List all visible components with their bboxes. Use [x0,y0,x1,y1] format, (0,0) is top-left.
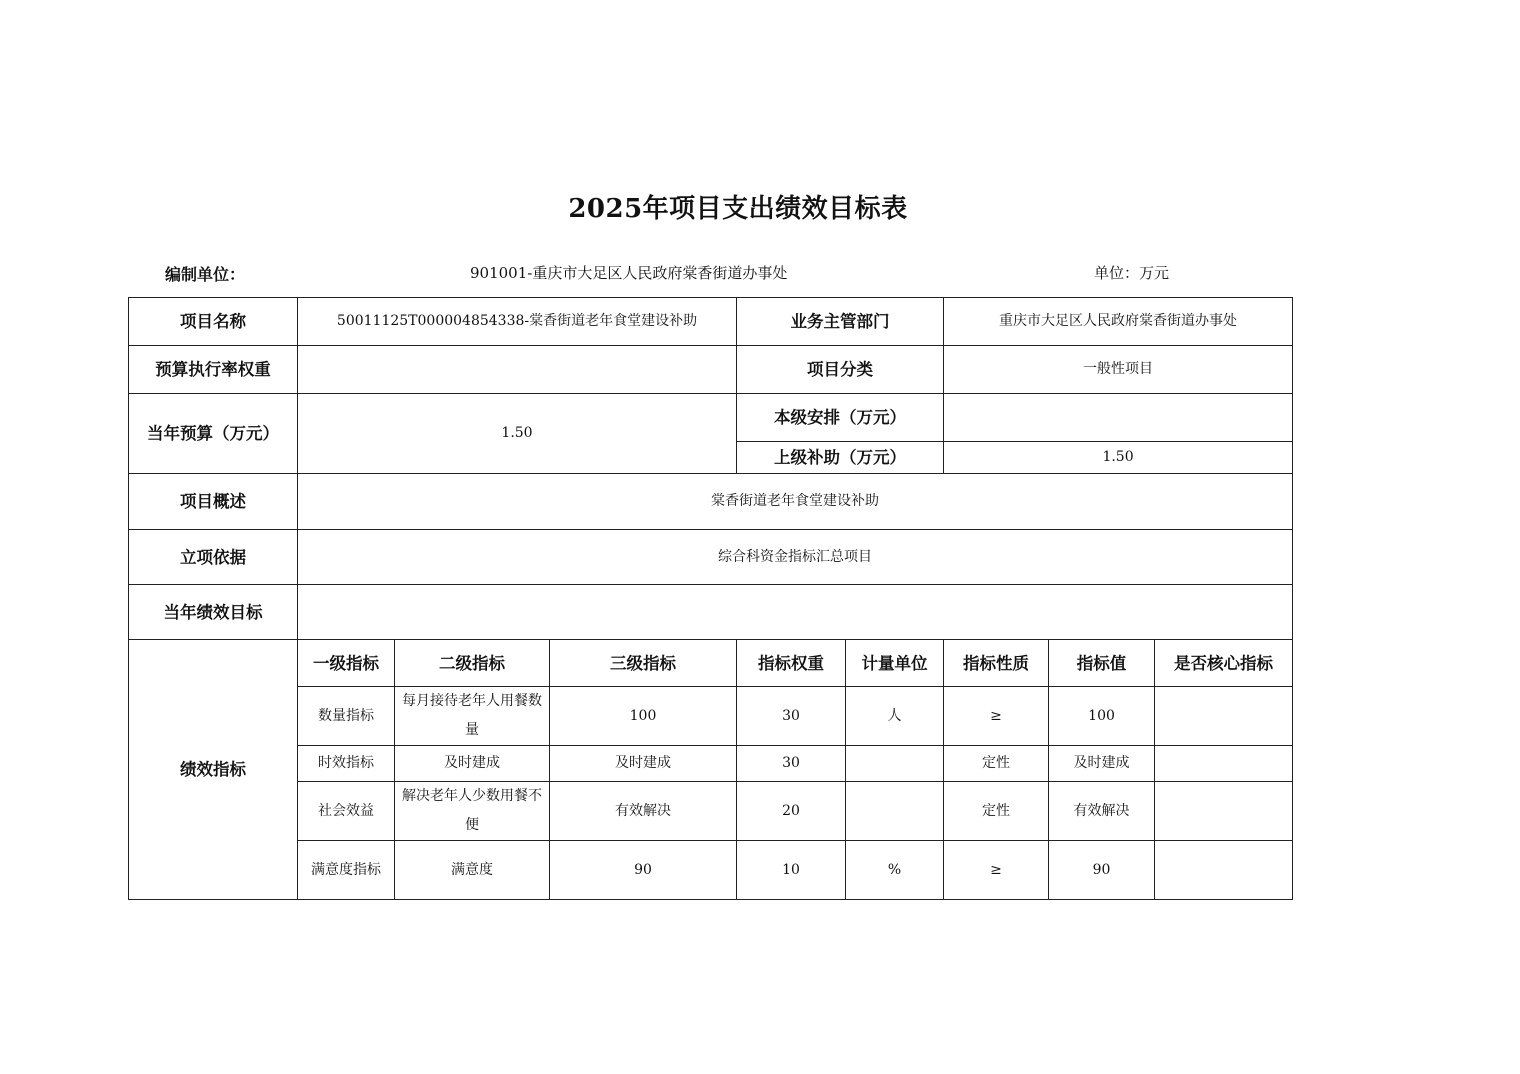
overview-value: 棠香街道老年食堂建设补助 [298,474,1293,530]
indicator-row [129,687,1293,746]
cell-level1: 数量指标 [298,687,395,746]
budget-value: 1.50 [298,394,737,474]
exec-weight-label: 预算执行率权重 [129,346,298,394]
budget-label: 当年预算（万元） [129,394,298,474]
cell-weight: 30 [737,746,846,782]
category-value: 一般性项目 [944,346,1293,394]
unit-label: 编制单位： [165,265,246,284]
table-row [129,346,1293,394]
cell-weight: 30 [737,687,846,746]
goal-value [298,585,1293,640]
table-row [129,298,1293,346]
header-core: 是否核心指标 [1155,640,1293,687]
basis-value: 综合科资金指标汇总项目 [298,530,1293,585]
superior-label: 上级补助（万元） [737,442,944,474]
cell-value: 有效解决 [1049,782,1155,841]
cell-level1: 时效指标 [298,746,395,782]
cell-level3: 有效解决 [550,782,737,841]
exec-weight-value [298,346,737,394]
cell-value: 100 [1049,687,1155,746]
cell-core [1155,746,1293,782]
cell-level2: 每月接待老年人用餐数量 [395,687,550,746]
cell-level2: 及时建成 [395,746,550,782]
header-level1: 一级指标 [298,640,395,687]
local-label: 本级安排（万元） [737,394,944,442]
meta-row [0,262,1520,286]
cell-core [1155,782,1293,841]
indicator-row [129,782,1293,841]
cell-core [1155,841,1293,900]
cell-level2: 满意度 [395,841,550,900]
performance-table [128,297,1293,900]
table-row [129,530,1293,585]
indicator-header-row [129,640,1293,687]
dept-label: 业务主管部门 [737,298,944,346]
cell-weight: 10 [737,841,846,900]
unit-name: 901001-重庆市大足区人民政府棠香街道办事处 [470,264,788,282]
table-row [129,474,1293,530]
header-weight: 指标权重 [737,640,846,687]
header-value: 指标值 [1049,640,1155,687]
project-name-value: 50011125T000004854338-棠香街道老年食堂建设补助 [298,298,737,346]
project-name-label: 项目名称 [129,298,298,346]
cell-core [1155,687,1293,746]
indicator-row [129,841,1293,900]
overview-label: 项目概述 [129,474,298,530]
basis-label: 立项依据 [129,530,298,585]
cell-nature: 定性 [944,782,1049,841]
header-level2: 二级指标 [395,640,550,687]
cell-unit [846,782,944,841]
cell-level3: 及时建成 [550,746,737,782]
cell-weight: 20 [737,782,846,841]
cell-level3: 100 [550,687,737,746]
superior-value: 1.50 [944,442,1293,474]
page-title: 2025年项目支出绩效目标表 [568,194,908,224]
cell-level1: 社会效益 [298,782,395,841]
cell-value: 及时建成 [1049,746,1155,782]
cell-nature: 定性 [944,746,1049,782]
header-unit: 计量单位 [846,640,944,687]
header-nature: 指标性质 [944,640,1049,687]
cell-level3: 90 [550,841,737,900]
indicator-section-label: 绩效指标 [129,640,298,900]
cell-nature: ≥ [944,687,1049,746]
cell-level1: 满意度指标 [298,841,395,900]
goal-label: 当年绩效目标 [129,585,298,640]
cell-unit: 人 [846,687,944,746]
table-row [129,585,1293,640]
header-level3: 三级指标 [550,640,737,687]
cell-nature: ≥ [944,841,1049,900]
cell-value: 90 [1049,841,1155,900]
indicator-row [129,746,1293,782]
cell-level2: 解决老年人少数用餐不便 [395,782,550,841]
local-value [944,394,1293,442]
cell-unit: % [846,841,944,900]
table-row [129,394,1293,442]
money-unit: 单位：万元 [1094,264,1170,282]
dept-value: 重庆市大足区人民政府棠香街道办事处 [944,298,1293,346]
category-label: 项目分类 [737,346,944,394]
cell-unit [846,746,944,782]
